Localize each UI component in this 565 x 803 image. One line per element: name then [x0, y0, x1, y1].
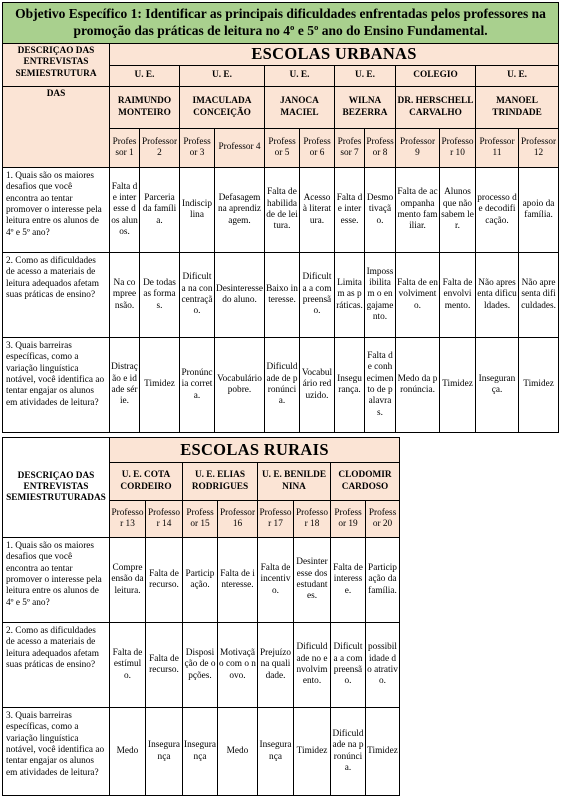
- answer-cell: Falta de recurso.: [146, 623, 183, 708]
- answer-cell: Defasagem na aprendizagem.: [215, 168, 265, 253]
- teacher-header: Professor 1: [110, 129, 140, 168]
- rural-schools-heading: ESCOLAS RURAIS: [110, 438, 400, 463]
- teacher-header: Professor 13: [110, 501, 146, 538]
- teacher-header: Professor 16: [218, 501, 258, 538]
- answer-cell: Vocabulário reduzido.: [300, 338, 335, 433]
- school-type: U. E.: [265, 66, 335, 87]
- answer-cell: Falta de interesse.: [331, 538, 366, 623]
- answer-cell: Desinteresse do aluno.: [215, 253, 265, 338]
- answer-cell: Falta de incentivo.: [258, 538, 294, 623]
- rural-schools-table: [2, 437, 400, 796]
- table-row: [3, 538, 400, 623]
- answer-cell: Timidez: [294, 708, 331, 796]
- question-text: 2. Como as dificuldades de acesso a materiais de leitura adequados afetam suas práticas de ensino?: [3, 623, 110, 708]
- answer-cell: Não apresenta dificuldades.: [476, 253, 519, 338]
- answer-cell: Insegurança.: [335, 338, 365, 433]
- urban-schools-heading: ESCOLAS URBANAS: [110, 44, 559, 66]
- answer-cell: Distração e idade série.: [110, 338, 140, 433]
- objective-title: Objetivo Específico 1: Identificar as principais dificuldades enfrentadas pelos professores na promoção das práticas de leitura no 4º e 5º ano do Ensino Fundamental.: [3, 3, 559, 44]
- teacher-header: Professor 20: [366, 501, 400, 538]
- teacher-header: Professor 18: [294, 501, 331, 538]
- answer-cell: Na compreensão.: [110, 253, 140, 338]
- answer-cell: Baixo interesse.: [265, 253, 300, 338]
- teacher-header: Professor 8: [365, 129, 396, 168]
- answer-cell: Parceria da família.: [140, 168, 180, 253]
- teacher-header: Professor 6: [300, 129, 335, 168]
- table-row: [3, 623, 400, 708]
- answer-cell: Indisciplina: [180, 168, 215, 253]
- teacher-header: Professor 11: [476, 129, 519, 168]
- answer-cell: Limitam as práticas.: [335, 253, 365, 338]
- school-type: U. E.: [335, 66, 396, 87]
- question-text: 3. Quais barreiras específicas, como a variação linguística notável, você identifica ao tentar engajar os alunos em atividades de leitura?: [3, 338, 110, 433]
- answer-cell: Timidez: [366, 708, 400, 796]
- school-name: WILNA BEZERRA: [335, 87, 396, 129]
- table-row: [3, 338, 559, 433]
- answer-cell: Falta de envolvimento.: [440, 253, 476, 338]
- school-type: U. E.: [110, 66, 180, 87]
- answer-cell: Motivação com o novo.: [218, 623, 258, 708]
- answer-cell: Falta de interesse dos alunos.: [110, 168, 140, 253]
- answer-cell: Falta de recurso.: [146, 538, 183, 623]
- teacher-header: Professor 5: [265, 129, 300, 168]
- answer-cell: Falta de acompanhamento familiar.: [396, 168, 440, 253]
- answer-cell: Impossibilitam o engajamento.: [365, 253, 396, 338]
- answer-cell: Dificuldade na pronúncia.: [331, 708, 366, 796]
- school-name: U. E. COTA CORDEIRO: [110, 463, 183, 501]
- question-text: 1. Quais são os maiores desafios que você encontra ao tentar promover o interesse pela leitura entre os alunos de 4º e 5º ano?: [3, 168, 110, 253]
- answer-cell: Insegurança: [183, 708, 218, 796]
- answer-cell: Falta de conhecimento de palavras.: [365, 338, 396, 433]
- teacher-header: Professor 2: [140, 129, 180, 168]
- teacher-header: Professor 7: [335, 129, 365, 168]
- answer-cell: Desmotivação.: [365, 168, 396, 253]
- answer-cell: Prejuízo na qualidade.: [258, 623, 294, 708]
- table-row: [3, 168, 559, 253]
- school-type: U. E.: [180, 66, 265, 87]
- school-name: MANOEL TRINDADE: [476, 87, 559, 129]
- school-name: CLODOMIR CARDOSO: [331, 463, 400, 501]
- answer-cell: apoio da família.: [519, 168, 559, 253]
- answer-cell: Compreensão da leitura.: [110, 538, 146, 623]
- school-name: U. E. BENILDE NINA: [258, 463, 331, 501]
- description-header-continued: DAS: [3, 87, 110, 168]
- urban-schools-table: [2, 2, 559, 433]
- answer-cell: Disposição de opções.: [183, 623, 218, 708]
- answer-cell: possibilidade do atrativo.: [366, 623, 400, 708]
- answer-cell: Vocabulário pobre.: [215, 338, 265, 433]
- teacher-header: Professor 12: [519, 129, 559, 168]
- answer-cell: Insegurança: [146, 708, 183, 796]
- table-row: [3, 708, 400, 796]
- answer-cell: Insegurança: [258, 708, 294, 796]
- teacher-header: Professor 4: [215, 129, 265, 168]
- answer-cell: Medo: [218, 708, 258, 796]
- description-header: DESCRIÇAO DAS ENTREVISTAS SEMIESTRUTURA: [3, 44, 110, 87]
- answer-cell: Acesso à literatura.: [300, 168, 335, 253]
- answer-cell: Medo: [110, 708, 146, 796]
- answer-cell: Falta de interesse.: [218, 538, 258, 623]
- answer-cell: Timidez: [519, 338, 559, 433]
- school-name: IMACULADA CONCEIÇÃO: [180, 87, 265, 129]
- answer-cell: Falta de estímulo.: [110, 623, 146, 708]
- answer-cell: Dificuldade no envolvimento.: [294, 623, 331, 708]
- question-text: 2. Como as dificuldades de acesso a materiais de leitura adequados afetam suas práticas de ensino?: [3, 253, 110, 338]
- question-text: 3. Quais barreiras específicas, como a variação linguística notável, você identifica ao tentar engajar os alunos em atividades de leitura?: [3, 708, 110, 796]
- question-text: 1. Quais são os maiores desafios que você encontra ao tentar promover o interesse pela leitura entre os alunos de 4º e 5º ano?: [3, 538, 110, 623]
- teacher-header: Professor 9: [396, 129, 440, 168]
- school-name: JANOCA MACIEL: [265, 87, 335, 129]
- answer-cell: Falta de envolvimento.: [396, 253, 440, 338]
- answer-cell: Medo da pronúncia.: [396, 338, 440, 433]
- description-header: DESCRIÇAO DAS ENTREVISTAS SEMIESTRUTURADAS: [3, 438, 110, 538]
- answer-cell: processo de decodificação.: [476, 168, 519, 253]
- school-name: U. E. ELIAS RODRIGUES: [183, 463, 258, 501]
- school-type: U. E.: [476, 66, 559, 87]
- answer-cell: Timidez: [140, 338, 180, 433]
- answer-cell: Dificulta na concentração.: [180, 253, 215, 338]
- answer-cell: Pronúncia correta.: [180, 338, 215, 433]
- answer-cell: De todas as formas.: [140, 253, 180, 338]
- answer-cell: Participação da família.: [366, 538, 400, 623]
- school-type: COLEGIO: [396, 66, 476, 87]
- teacher-header: Professor 19: [331, 501, 366, 538]
- teacher-header: Professor 14: [146, 501, 183, 538]
- teacher-header: Professor 15: [183, 501, 218, 538]
- answer-cell: Dificulta a compreensão.: [300, 253, 335, 338]
- teacher-header: Professor 17: [258, 501, 294, 538]
- answer-cell: Falta de habilidade de leitura.: [265, 168, 300, 253]
- answer-cell: Dificulta a compreensão.: [331, 623, 366, 708]
- school-name: RAIMUNDO MONTEIRO: [110, 87, 180, 129]
- answer-cell: Timidez: [440, 338, 476, 433]
- answer-cell: Falta de interesse.: [335, 168, 365, 253]
- answer-cell: Insegurança.: [476, 338, 519, 433]
- teacher-header: Professor 10: [440, 129, 476, 168]
- answer-cell: Não apresenta dificuldades.: [519, 253, 559, 338]
- answer-cell: Alunos que não sabem ler.: [440, 168, 476, 253]
- answer-cell: Participação.: [183, 538, 218, 623]
- school-name: DR. HERSCHELL CARVALHO: [396, 87, 476, 129]
- teacher-header: Professor 3: [180, 129, 215, 168]
- answer-cell: Dificuldade de pronúncia.: [265, 338, 300, 433]
- answer-cell: Desinteresse dos estudantes.: [294, 538, 331, 623]
- table-row: [3, 253, 559, 338]
